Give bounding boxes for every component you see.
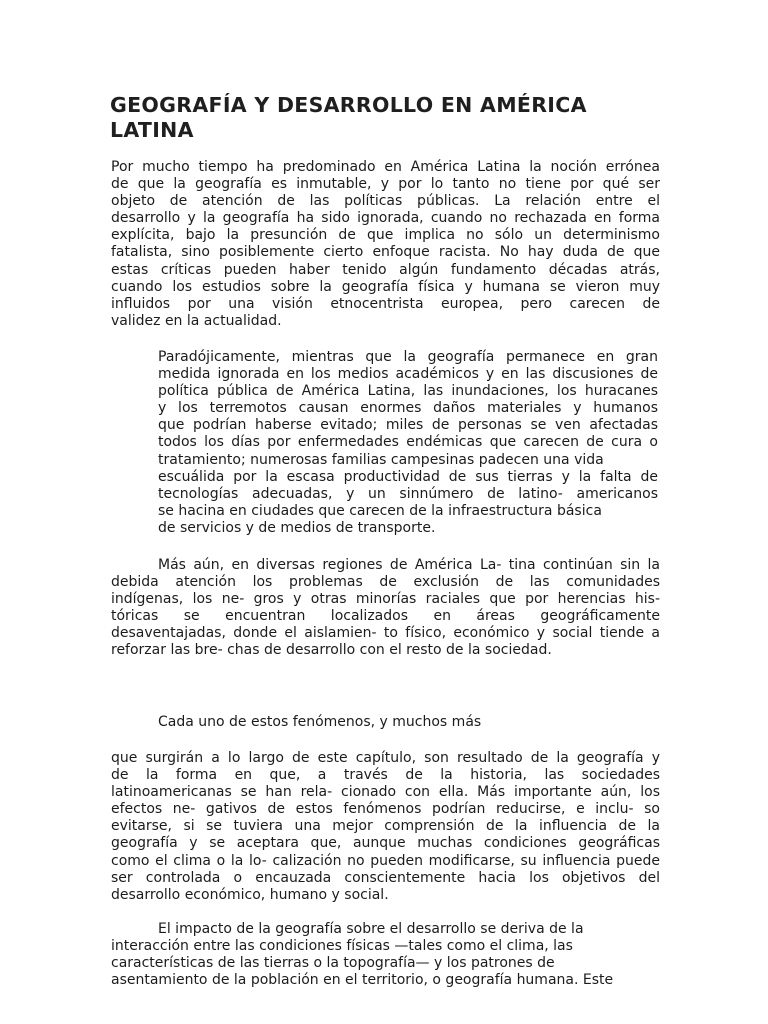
text-line: objeto de atención de las políticas públicas. La relación entre el: [111, 193, 660, 210]
text-line: de que la geografía es inmutable, y por lo tanto no tiene por qué ser: [111, 176, 660, 193]
text-line: tecnologías adecuadas, y un sinnúmero de latino- americanos: [158, 485, 658, 502]
text-line: que surgirán a lo largo de este capítulo, son resultado de la geografía y: [111, 750, 660, 766]
text-line: interacción entre las condiciones físicas —tales como el clima, las: [111, 938, 573, 955]
text-line: todos los días por enfermedades endémicas que carecen de cura o: [158, 434, 658, 451]
text-line: Cada uno de estos fenómenos, y muchos más: [158, 714, 482, 730]
text-line: debida atención los problemas de exclusión de las comunidades: [111, 574, 660, 591]
text-line: que podrían haberse evitado; miles de personas se ven afectadas: [158, 417, 658, 434]
text-line: estas críticas pueden haber tenido algún fundamento décadas atrás,: [111, 261, 660, 278]
text-line: como el clima o la lo- calización no pueden modificarse, su influencia puede: [111, 852, 660, 869]
paragraph-paradox: [158, 349, 658, 537]
text-line: se hacina en ciudades que carecen de la infraestructura básica: [158, 502, 602, 519]
text-line: latinoamericanas se han rela- cionado con ella. Más importante aún, los: [111, 784, 660, 801]
paragraph-continuation: [111, 750, 660, 904]
text-line: desarrollo y la geografía ha sido ignorada, cuando no rechazada en forma: [111, 210, 660, 227]
text-line: efectos ne- gativos de estos fenómenos podrían reducirse, e inclu- so: [111, 801, 660, 818]
text-line: El impacto de la geografía sobre el desarrollo se deriva de la: [158, 921, 584, 937]
paragraph-impact: [111, 921, 660, 989]
paragraph-intro: [111, 159, 660, 330]
text-line: Más aún, en diversas regiones de América La- tina continúan sin la: [158, 557, 660, 573]
text-line: indígenas, los ne- gros y otras minorías raciales que por herencias his-: [111, 591, 660, 608]
document-title: GEOGRAFÍA Y DESARROLLO EN AMÉRICA LATINA: [110, 93, 587, 142]
text-line: influidos por una visión etnocentrista europea, pero carecen de: [111, 295, 660, 312]
text-line: desaventajadas, donde el aislamien- to físico, económico y social tiende a: [111, 625, 660, 642]
paragraph-phenomena: [158, 714, 658, 731]
text-line: Paradójicamente, mientras que la geografía permanece en gran: [158, 349, 658, 365]
text-line: de la forma en que, a través de la historia, las sociedades: [111, 767, 660, 784]
text-line: Por mucho tiempo ha predominado en América Latina la noción errónea: [111, 159, 660, 175]
text-line: ser controlada o encauzada conscientemente hacia los objetivos del: [111, 869, 660, 886]
text-line: características de las tierras o la topografía— y los patrones de: [111, 955, 555, 972]
text-line: medida ignorada en los medios académicos y en las discusiones de: [158, 366, 658, 383]
text-line: validez en la actualidad.: [111, 312, 282, 329]
text-line: y los terremotos causan enormes daños materiales y humanos: [158, 400, 658, 417]
text-line: cuando los estudios sobre la geografía física y humana se vieron muy: [111, 278, 660, 295]
text-line: escuálida por la escasa productividad de sus tierras y la falta de: [158, 468, 658, 485]
text-line: geografía y se aceptara que, aunque muchas condiciones geográficas: [111, 835, 660, 852]
paragraph-exclusion: [111, 557, 660, 660]
text-line: tóricas se encuentran localizados en áreas geográficamente: [111, 608, 660, 625]
text-line: desarrollo económico, humano y social.: [111, 886, 389, 903]
text-line: de servicios y de medios de transporte.: [158, 519, 436, 536]
text-line: tratamiento; numerosas familias campesinas padecen una vida: [158, 451, 604, 468]
text-line: explícita, bajo la presunción de que implica no sólo un determinismo: [111, 227, 660, 244]
text-line: evitarse, si se tuviera una mejor comprensión de la influencia de la: [111, 818, 660, 835]
text-line: asentamiento de la población en el territorio, o geografía humana. Este: [111, 972, 614, 989]
text-line: reforzar las bre- chas de desarrollo con el resto de la sociedad.: [111, 642, 552, 659]
text-line: política pública de América Latina, las inundaciones, los huracanes: [158, 383, 658, 400]
text-line: fatalista, sino posiblemente cierto enfoque racista. No hay duda de que: [111, 244, 660, 261]
